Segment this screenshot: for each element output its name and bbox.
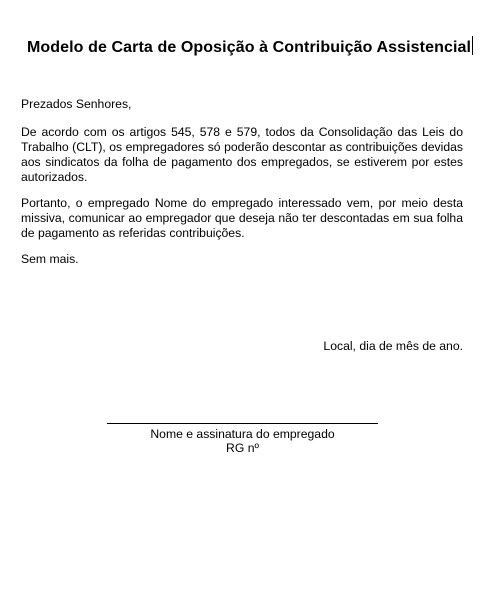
signature-line (107, 423, 378, 424)
signature-label: Nome e assinatura do empregado (150, 427, 335, 441)
salutation: Prezados Senhores, (21, 97, 132, 111)
title-block (0, 36, 500, 58)
paragraph-opposition: Portanto, o empregado Nome do empregado interessado vem, por meio desta missiva, comunicar ao empregador que deseja não ter descontadas em sua folha de pagamento as referidas contribuições. (21, 196, 463, 240)
paragraph-legal-basis: De acordo com os artigos 545, 578 e 579, todos da Consolidação das Leis do Trabalho (CLT), os empregadores só poderão descontar as contribuições devidas aos sindicatos da folha de pagamento dos empregados, se estiverem por estes autorizados. (21, 125, 463, 184)
place-date: Local, dia de mês de ano. (323, 339, 463, 353)
closing: Sem mais. (21, 252, 79, 266)
document-title: Modelo de Carta de Oposição à Contribuição Assistencial (26, 39, 472, 56)
text-cursor (472, 36, 473, 55)
rg-label: RG nº (226, 441, 259, 455)
